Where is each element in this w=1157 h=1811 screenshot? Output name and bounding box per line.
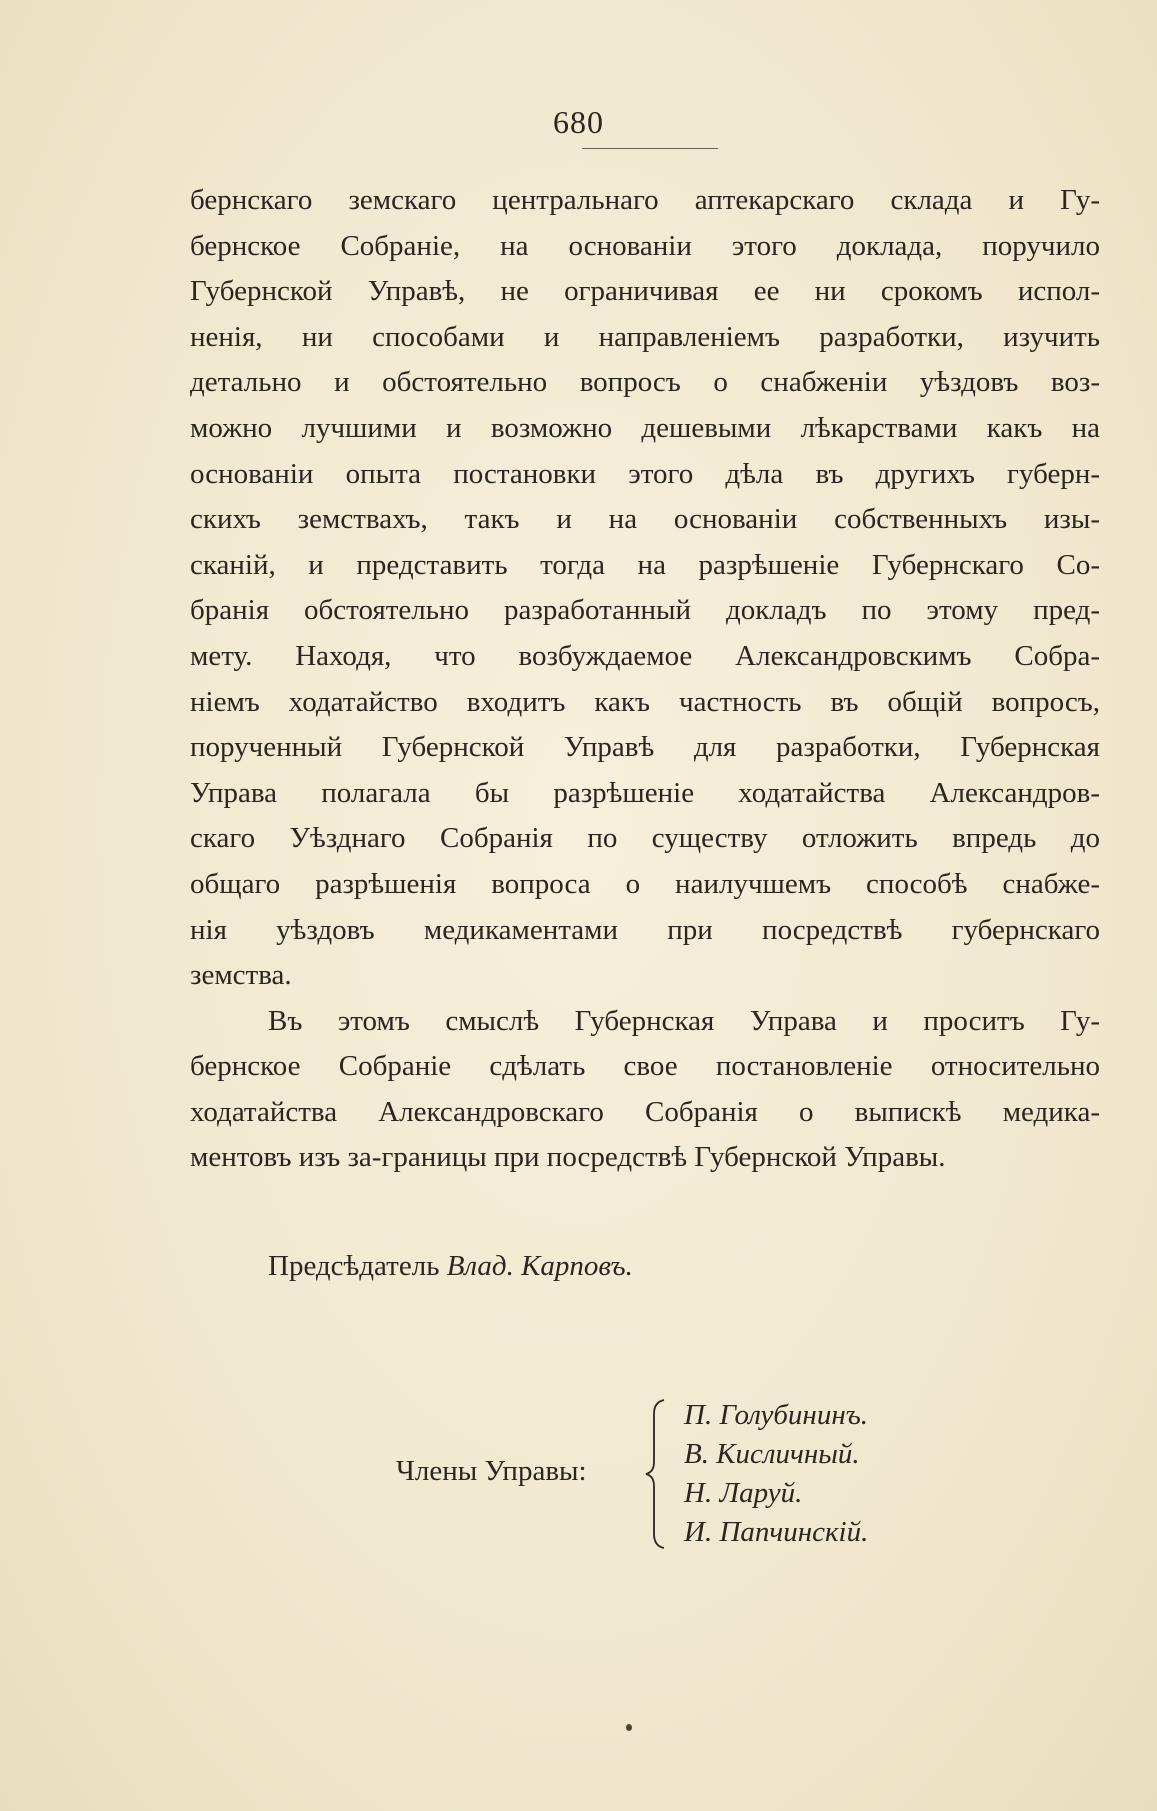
text-line: основаніи опыта постановки этого дѣла въ другихъ губерн-: [190, 457, 1100, 490]
member-name: И. Папчинскій.: [684, 1516, 869, 1548]
member-name: П. Голубининъ.: [684, 1399, 869, 1431]
members-label: Члены Управы:: [396, 1455, 587, 1487]
text-line: нія уѣздовъ медикаментами при посредствѣ губернскаго: [190, 913, 1100, 946]
report-body: [190, 178, 1100, 1181]
page-number-rule: [582, 148, 718, 149]
member-name: Н. Ларуй.: [684, 1477, 803, 1509]
text-line: общаго разрѣшенія вопроса о наилучшемъ способѣ снабже-: [190, 867, 1100, 900]
text-line: ходатайства Александровскаго Собранія о выпискѣ медика-: [190, 1095, 1100, 1128]
text-line: бернское Собраніе, на основаніи этого доклада, поручило: [190, 229, 1100, 262]
chairman-name: Влад. Карповъ.: [446, 1250, 633, 1282]
text-line: можно лучшими и возможно дешевыми лѣкарствами какъ на: [190, 411, 1100, 444]
text-line: бернское Собраніе сдѣлать свое постановленіе относительно: [190, 1050, 1100, 1083]
members-list: [684, 1396, 868, 1552]
paragraph-2: [190, 999, 1100, 1181]
ink-dot: [626, 1724, 632, 1731]
text-line: мету. Находя, что возбуждаемое Александровскимъ Собра-: [190, 639, 1100, 672]
text-line: бернскаго земскаго центральнаго аптекарскаго склада и Гу-: [190, 184, 1100, 216]
member-name: В. Кисличный.: [684, 1438, 860, 1470]
text-line: скихъ земствахъ, такъ и на основаніи собственныхъ изы-: [190, 503, 1100, 536]
text-line: ніемъ ходатайство входитъ какъ частность въ общій вопросъ,: [190, 685, 1100, 718]
curly-brace: [644, 1398, 670, 1550]
text-line: детально и обстоятельно вопросъ о снабженіи уѣздовъ воз-: [190, 366, 1100, 399]
text-line: ментовъ изъ за-границы при посредствѣ Губернской Управы.: [190, 1141, 946, 1174]
text-line: Въ этомъ смыслѣ Губернская Управа и проситъ Гу-: [268, 1004, 1100, 1037]
text-line: сканій, и представить тогда на разрѣшеніе Губернскаго Со-: [190, 548, 1100, 581]
text-line: порученный Губернской Управѣ для разработки, Губернская: [190, 731, 1100, 764]
text-line: скаго Уѣзднаго Собранія по существу отложить впредь до: [190, 822, 1100, 855]
text-line: бранія обстоятельно разработанный докладъ по этому пред-: [190, 594, 1100, 627]
chairman-signature: [268, 1250, 633, 1283]
paragraph-1: [190, 178, 1100, 999]
chairman-label: Предсѣдатель: [268, 1250, 440, 1282]
text-line: Губернской Управѣ, не ограничивая ее ни срокомъ испол-: [190, 275, 1100, 308]
page-number: 680: [553, 104, 604, 140]
text-line: ненія, ни способами и направленіемъ разработки, изучить: [190, 320, 1100, 353]
text-line: земства.: [190, 959, 292, 992]
text-line: Управа полагала бы разрѣшеніе ходатайства Александров-: [190, 776, 1100, 809]
